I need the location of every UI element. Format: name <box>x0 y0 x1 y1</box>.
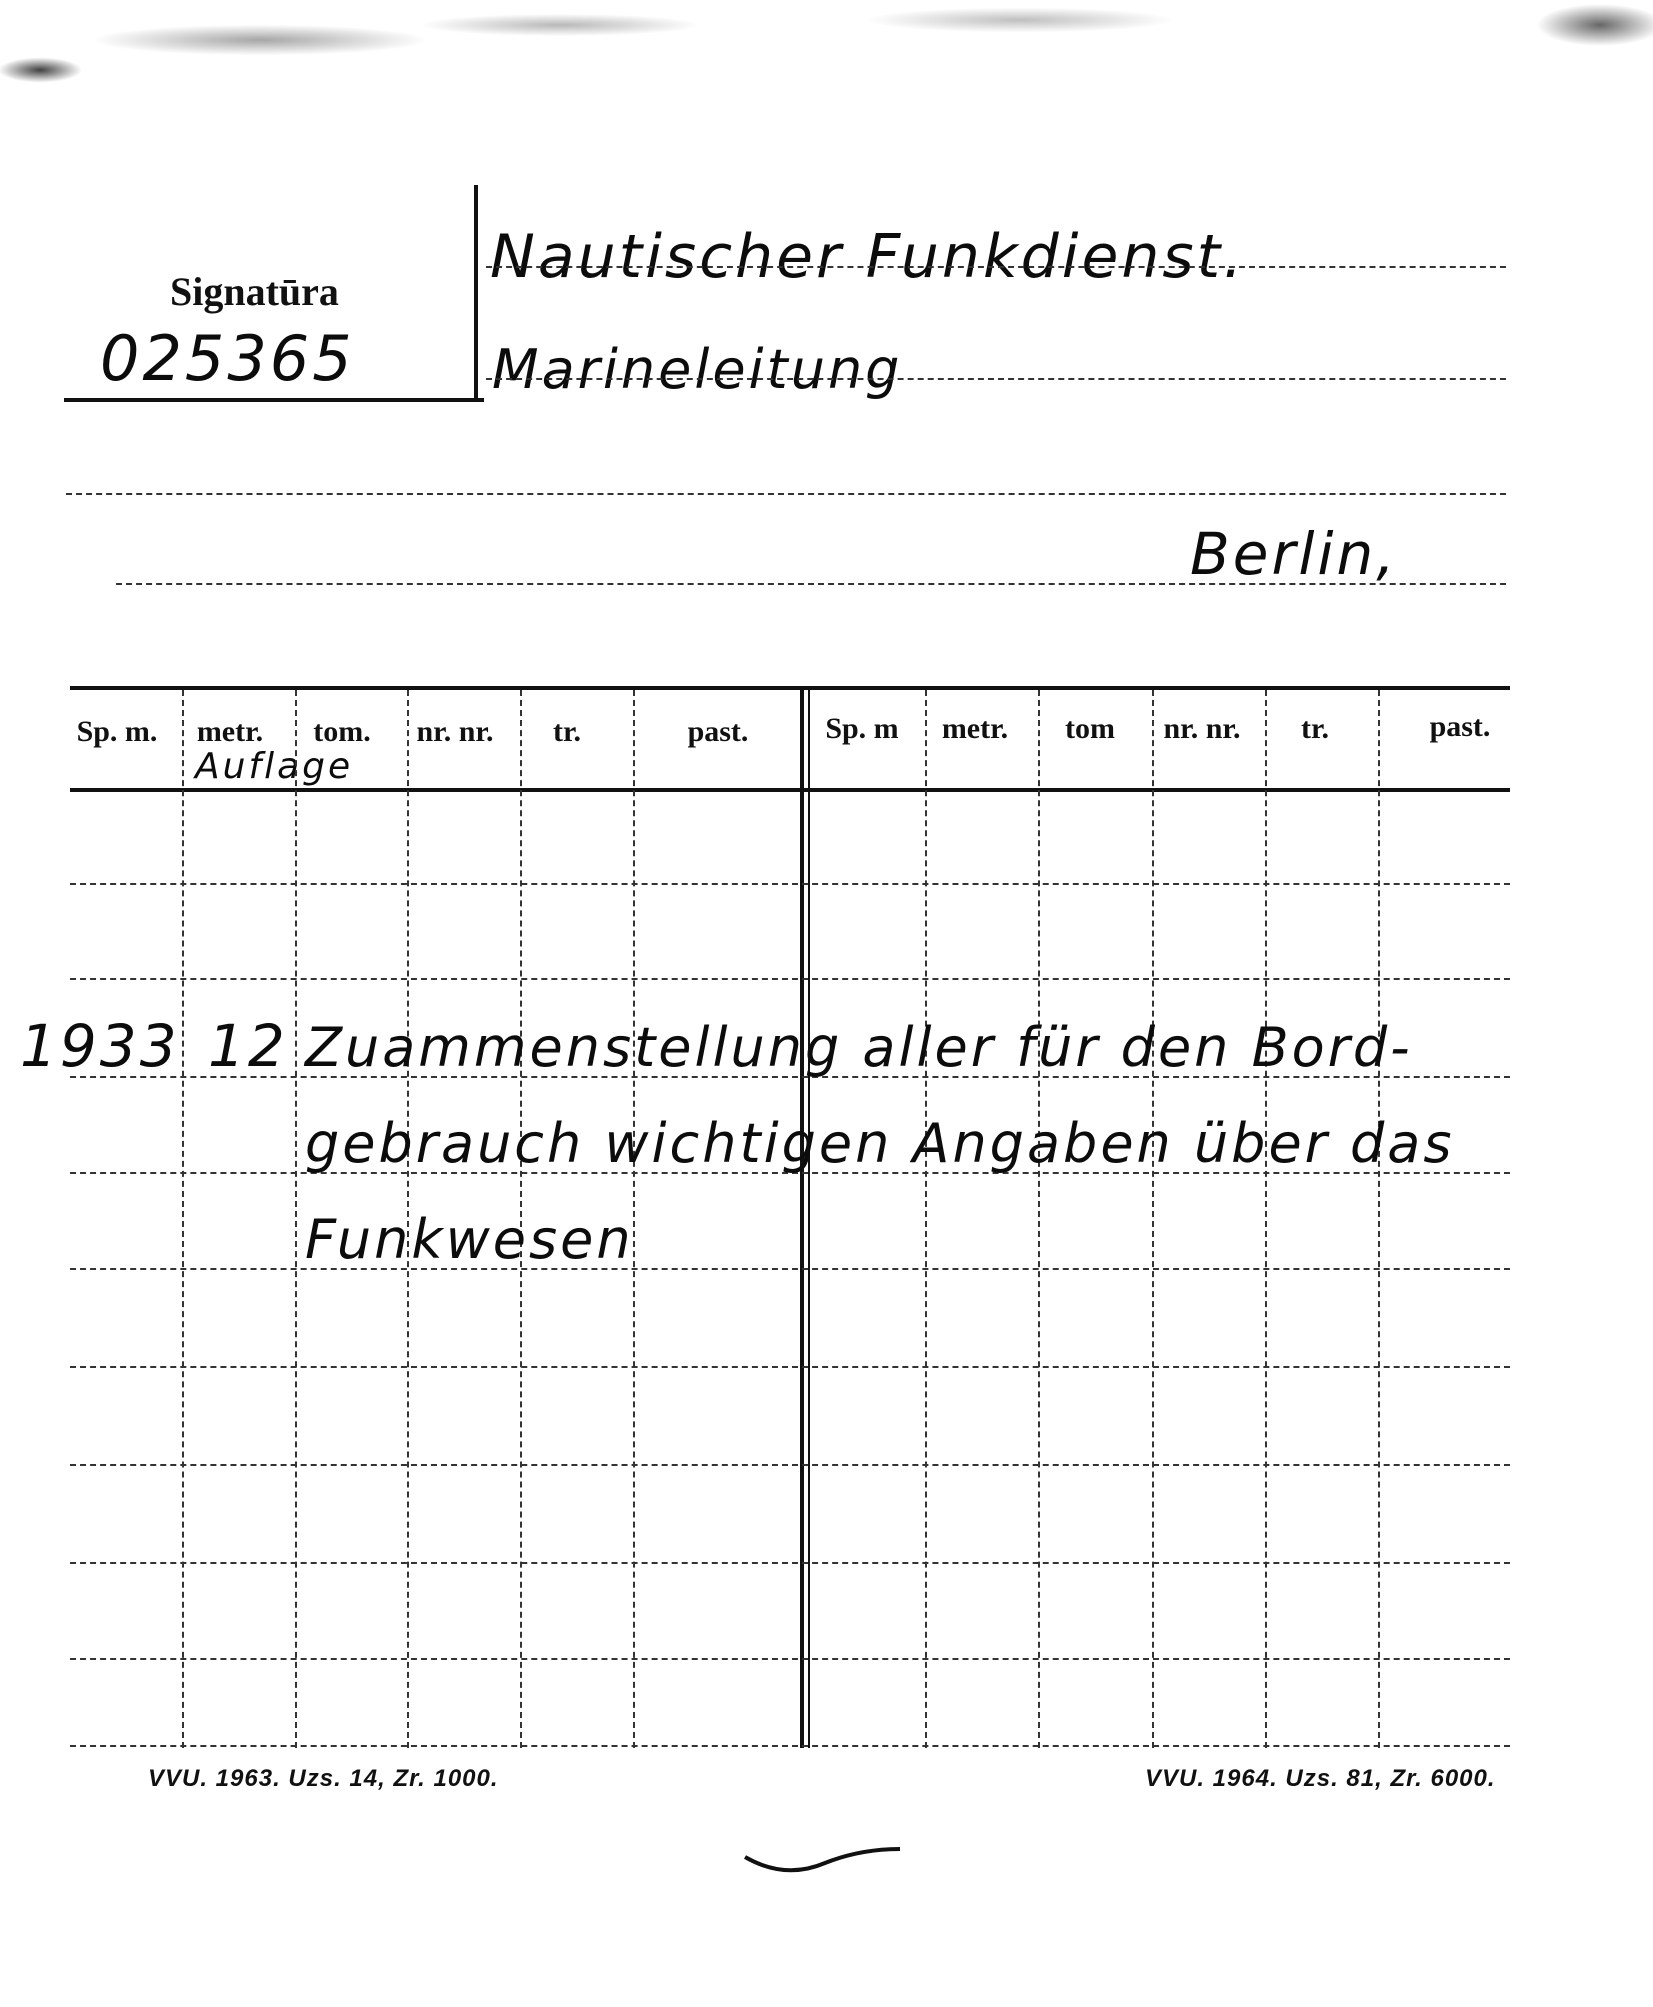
col-line <box>1265 690 1267 1748</box>
row-line <box>70 1562 1510 1564</box>
header-sp-m-left: Sp. m. <box>76 715 158 748</box>
place-rule <box>116 583 1506 585</box>
header-tr-right: tr. <box>1300 712 1330 745</box>
header-nr-right: nr. nr. <box>1163 712 1241 745</box>
header-tr-left: tr. <box>552 715 582 748</box>
overwrite-label: Auflage <box>195 746 354 787</box>
footer-print-code-left: VVU. 1963. Uzs. 14, Zr. 1000. <box>148 1765 499 1792</box>
center-divider <box>800 690 804 1748</box>
header-past-left: past. <box>687 715 749 748</box>
col-line <box>1152 690 1154 1748</box>
header-divider <box>474 185 478 400</box>
col-line <box>1378 690 1380 1748</box>
col-line <box>1038 690 1040 1748</box>
signatura-label: Signatūra <box>170 269 339 314</box>
entry-year: 1933 <box>20 1012 180 1080</box>
row-line <box>70 1268 1510 1270</box>
card-title-line1: Nautischer Funkdienst. <box>490 222 1246 292</box>
table-bottom-rule <box>70 1745 1510 1747</box>
table-header-rule <box>70 788 1510 792</box>
row-line <box>70 978 1510 980</box>
col-line <box>925 690 927 1748</box>
row-line <box>70 1464 1510 1466</box>
row-line <box>70 1658 1510 1660</box>
signatura-value: 025365 <box>100 322 355 395</box>
table-top-rule <box>70 686 1510 690</box>
blank-rule-1 <box>66 493 1506 495</box>
title-underline-2 <box>486 378 1506 380</box>
center-divider-inner <box>808 690 810 1748</box>
header-past-right: past. <box>1429 710 1491 743</box>
place-text: Berlin, <box>1190 520 1398 588</box>
entry-line-1: Zuammenstellung aller für den Bord- <box>305 1016 1413 1079</box>
scan-edge-shadow <box>0 0 1653 120</box>
col-line <box>182 690 184 1748</box>
header-tom-left: tom. <box>313 715 371 748</box>
title-underline-1 <box>486 266 1506 268</box>
row-line <box>70 883 1510 885</box>
header-metr-right: metr. <box>941 712 1009 745</box>
pen-stroke-mark <box>740 1835 910 1885</box>
header-sp-m-right: Sp. m <box>825 712 899 745</box>
entry-metr: 12 <box>208 1012 288 1080</box>
row-line <box>70 1366 1510 1368</box>
signatura-rule <box>64 398 484 402</box>
entry-line-2: gebrauch wichtigen Angaben über das <box>305 1112 1455 1175</box>
header-nr-left: nr. nr. <box>416 715 494 748</box>
card-title-line2: Marineleitung <box>492 338 903 401</box>
footer-print-code-right: VVU. 1964. Uzs. 81, Zr. 6000. <box>1145 1765 1496 1792</box>
header-tom-right: tom <box>1065 712 1115 745</box>
header-metr-left: metr. <box>196 715 264 748</box>
entry-line-3: Funkwesen <box>305 1208 634 1271</box>
col-line <box>295 690 297 1748</box>
